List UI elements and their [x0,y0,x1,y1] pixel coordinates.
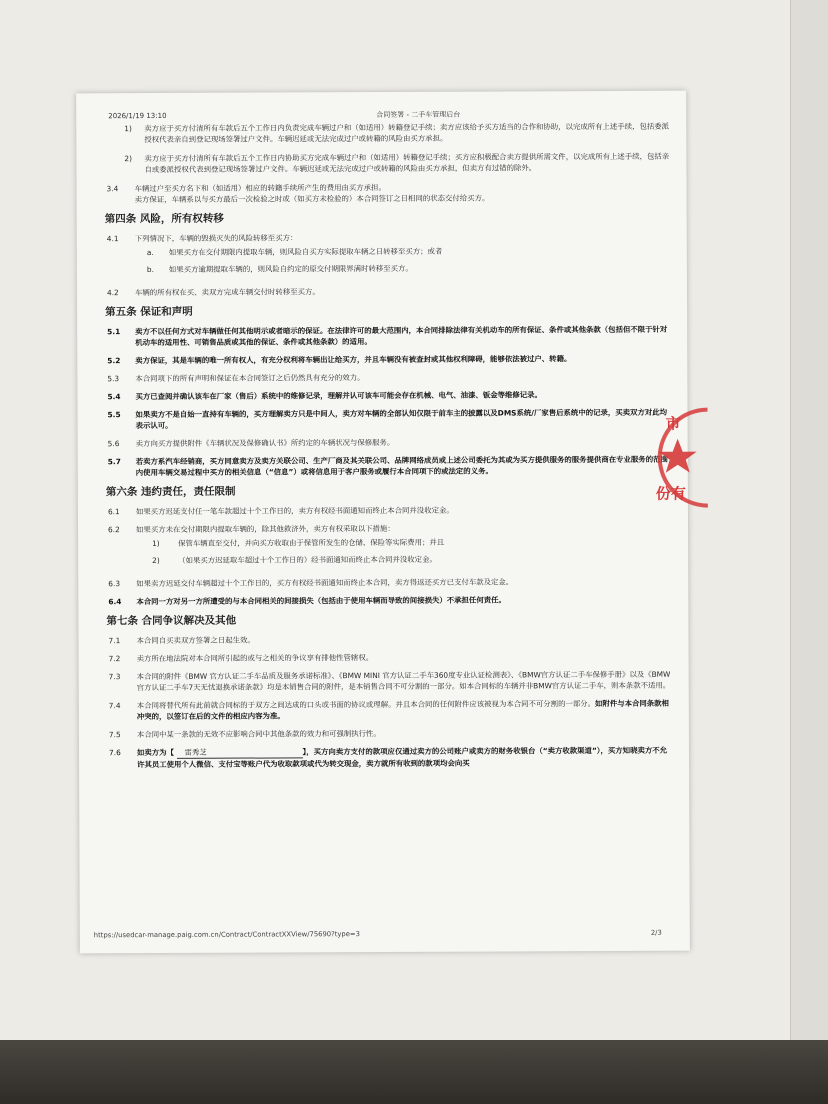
clause-3-4: 3.4 车辆过户至买方名下和（如适用）相应的转籍手续所产生的费用由买方承担。 卖方保证，车辆系以与买方最后一次检验之时或（如买方未检验的）本合同签订之日相同的状态交付给买方。 [106,182,490,205]
clause-sub: a. 如果买方在交付期限内提取车辆，则风险自买方实际提取车辆之日转移至买方；或者 [146,246,443,258]
seal-text-bottom: 份有 [655,484,686,503]
clause-item: 2) 卖方应于买方付清所有车款后五个工作日内协助买方完成车辆过户和（如适用）转籍登记手续；买方应积极配合卖方提供所需文件，以完成所有上述手续，包括亲自或委派授权代表到登记现场签署过户文件。车辆迟延或无法完成过户或转籍的风险由买方承担，但卖方有过错的除外。 [124,151,670,175]
section-title: 第五条 保证和声明 [105,305,193,319]
clause-5-3: 5.3 本合同项下的所有声明和保证在本合同签订之后仍然具有充分的效力。 [107,373,365,384]
clause-7-6: 7.6 如卖方为【 雷秀芝 】，买方向卖方支付的款项应仅通过卖方的公司账户或卖方的财务收银台（“卖方收款渠道”），买方知晓卖方不允许其员工使用个人微信、支付宝等账户代为收取款项或代为转交现金，卖方就所有收到的款项均会向买 [108,745,668,770]
clause-5-5: 5.5 如果卖方不是自始一直持有车辆的，买方理解卖方只是中间人，卖方对车辆的全部认知仅限于前车主的披露以及DMS系统/厂家售后系统中的记录，买卖双方对此均表示认可。 [107,407,668,431]
print-footer [94,928,662,941]
clause-6-2: 6.2 如果买方未在交付期限内提取车辆的，除其他救济外，卖方有权采取以下措施： [108,523,395,535]
clause-7-4: 7.4 本合同将替代所有此前就合同标的于双方之间达成的口头或书面的协议或理解。并且本合同的任何附件应该被视为本合同不可分割的一部分。如附件与本合同条款相冲突的，以签订在后的文件的相应内容为准。 [108,698,669,722]
clause-5-4: 5.4 买方已查阅并确认该车在厂家（售后）系统中的维修记录，理解并认可该车可能会存在机械、电气、油漆、钣金等维修记录。 [107,390,542,402]
section-title: 第四条 风险，所有权转移 [104,212,224,226]
company-seal [637,403,707,513]
print-date: 2026/1/19 13:10 [108,111,167,121]
clause-4-1: 4.1 下列情况下，车辆的毁损灭失的风险转移至买方： [106,233,298,244]
clause-5-6: 5.6 卖方向买方提供附件《车辆状况及保修确认书》所约定的车辆状况与保修服务。 [107,437,395,449]
print-title: 合同签署 - 二手车管理后台 [376,110,461,120]
clause-sub: b. 如果买方逾期提取车辆的，则风险自约定的原交付期限界满时转移至买方。 [146,263,413,275]
seal-star [659,439,697,473]
clause-7-5: 7.5 本合同中某一条款的无效不应影响合同中其他条款的效力和可强制执行性。 [108,729,381,740]
background-floor [0,1040,828,1104]
clause-sub: 2) （如果买方迟延取车超过十个工作日的）经书面通知而终止本合同并没收定金。 [152,554,437,566]
page-url: https://usedcar-manage.paig.com.cn/Contract/ContractXXView/75690?type=3 [93,930,360,940]
clause-6-4: 6.4 本合同一方对另一方所遭受的与本合同相关的间接损失（包括由于使用车辆而导致的间接损失）不承担任何责任。 [108,595,506,607]
clause-4-2: 4.2 车辆的所有权在买、卖双方完成车辆交付时转移至买方。 [106,287,320,298]
clause-sub: 1) 保管车辆直至交付，并向买方收取由于保管所发生的仓储、保险等实际费用；并且 [152,537,445,549]
clause-6-3: 6.3 如果卖方迟延交付车辆超过十个工作日的，买方有权经书面通知而终止本合同，卖方得返还买方已支付车款及定金。 [108,577,514,589]
background-surface [790,0,828,1040]
section-title: 第六条 违约责任，责任限制 [105,485,236,499]
contract-body [106,121,674,777]
clause-item: 1) 卖方应于买方付清所有车款后五个工作日内负责完成车辆过户和（如适用）转籍登记手续；卖方应该给予买方适当的合作和协助，以完成所有上述手续，包括委派授权代表亲自到登记现场签署过户文件。车辆迟延或无法完成过户或转籍的风险由买方承担。 [124,121,670,145]
contract-page [76,91,690,954]
clause-7-2: 7.2 卖方所在地法院对本合同所引起的或与之相关的争议享有排他性管辖权。 [108,653,374,664]
clause-7-1: 7.1 本合同自买卖双方签署之日起生效。 [108,635,255,646]
page-number: 2/3 [650,928,662,937]
clause-5-7: 5.7 若卖方系汽车经销商，买方同意卖方及卖方关联公司、生产厂商及其关联公司、品牌网络成员或上述公司委托为其或为买方提供服务的服务提供商在专业服务的范围内使用车辆交易过程中买方的相关信息（“信息”）或将信息用于客户服务或履行本合同项下的或法定的义务。 [107,454,668,478]
clause-6-1: 6.1 如果买方迟延支付任一笔车款超过十个工作日的，卖方有权经书面通知而终止本合同并没收定金。 [107,505,454,517]
clause-5-1: 5.1 卖方不以任何方式对车辆做任何其他明示或者暗示的保证。在法律许可的最大范围内，本合同排除法律有关机动车的所有保证、条件或其他条款（包括但不限于针对机动车的适用性、可销售品质或其他的保证、条件或其他条款）的适用。 [107,324,668,348]
seal-text-top: 市 [665,414,681,433]
section-title: 第七条 合同争议解决及其他 [106,614,237,628]
seller-name-field: 雷秀芝 [177,746,303,759]
clause-5-2: 5.2 卖方保证，其是车辆的唯一所有权人，有充分权利将车辆出让给买方，并且车辆没有被查封或其他权利障碍，能够依法被过户、转籍。 [107,354,572,366]
clause-7-3: 7.3 本合同的附件《BMW 官方认证二手车品质及服务承诺标准》、《BMW MINI 官方认证二手车360度专业认证检测表》、《BMW官方认证二手车保修手册》以及《BMW官方认证二手车7天无忧退换承诺条款》均是本销售合同的附件，是本销售合同不可分割的一部分。如本合同标的车辆并非BMW官方认证二手车，则本条款不适用。 [108,669,671,693]
